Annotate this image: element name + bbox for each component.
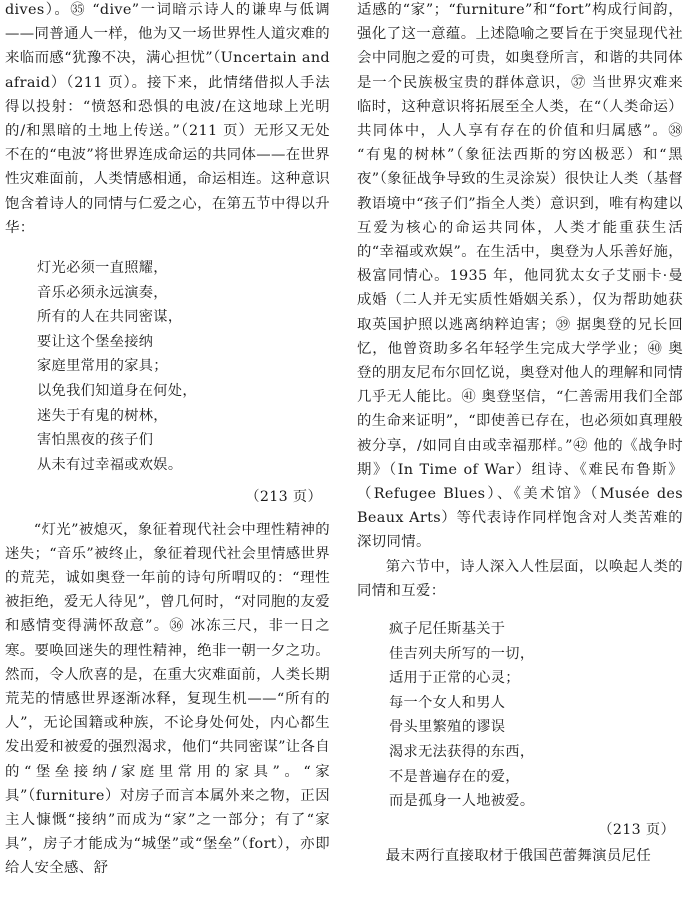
body-paragraph: 最末两行直接取材于俄国芭蕾舞演员尼任 — [385, 848, 652, 865]
left-column — [5, 0, 330, 881]
poem-line: 所有的人在共同密谋， — [37, 309, 183, 326]
poem-stanza-five — [5, 256, 330, 477]
body-paragraph: 第六节中，诗人深入人性层面，以唤起人类的同情和互爱： — [357, 558, 683, 599]
poem-line: 从未有过幸福或欢娱。 — [37, 456, 183, 473]
poem-line: 每一个女人和男人 — [389, 694, 506, 711]
poem-line: 适用于正常的心灵； — [389, 670, 520, 687]
body-paragraph: “灯光”被熄灭，象征着现代社会中理性精神的迷失；“音乐”被终止，象征着现代社会里情感世界的荒芜，诚如奥登一年前的诗句所喟叹的：“理性被拒绝，爱无人待见”，曾几何时，“对同胞的友爱和感情变得满怀敌意”。㊱ 冰冻三尺，非一日之寒。要唤回迷失的理性精神，绝非一朝一夕之功。然而，令人欣喜的是，在重大灾难面前，人类长期荒芜的情感世界逐渐冰释，复现生机——“所有的人”，无论国籍或种族，不论身处何处，内心都生发出爱和被爱的强烈渴求，他们“共同密谋”让各自的“堡垒接纳/家庭里常用的家具”。“家具”（furniture）对房子而言本属外来之物，正因主人慷慨“接纳”而成为“家”之一部分；有了“家具”，房子才能成为“城堡”或“堡垒”（fort），亦即给人安全感、舒 — [5, 521, 330, 877]
poem-line: 疯子尼任斯基关于 — [389, 621, 506, 638]
poem-line: 渴求无法获得的东西， — [389, 744, 535, 761]
poem-line: 佳吉列夫所写的一切， — [389, 645, 535, 662]
poem-line: 迷失于有鬼的树林， — [37, 407, 168, 424]
poem-line: 而是孤身一人地被爱。 — [389, 793, 535, 810]
poem-citation: （213 页） — [245, 489, 322, 506]
body-paragraph: dives）。㉟ “dive”一词暗示诗人的谦卑与低调——同普通人一样，他为又一场世界性人道灾难的来临而感“犹豫不决，满心担忧”（Uncertain and afraid）（211 页）。接下来，此情绪借拟人手法得以投射：“愤怒和恐惧的电波/在这地球上光明的/和黑暗的土地上传送。”（211 页）无形又无处不在的“电波”将世界连成命运的共同体——在世界性灾难面前，人类情感相通，命运相连。这种意识饱含着诗人的同情与仁爱之心，在第五节中得以升华： — [5, 2, 330, 236]
poem-line: 音乐必须永远演奏， — [37, 284, 168, 301]
body-paragraph: 适感的“家”；“furniture”和“fort”构成行间韵，强化了这一意蕴。上述隐喻之要旨在于突显现代社会中同胞之爱的可贵，如奥登所言，和谐的共同体是一个民族极宝贵的群体意识，㊲ 当世界灾难来临时，这种意识将拓展至全人类，在“（人类命运）共同体中，人人享有存在的价值和归属感”。㊳ “有鬼的树林”（象征法西斯的穷凶极恶）和“黑夜”（象征战争导致的生灵涂炭）很快让人类（基督教语境中“孩子们”指全人类）意识到，唯有构建以互爱为核心的命运共同体，人类才能重获生活的“幸福或欢娱”。在生活中，奥登为人乐善好施，极富同情心。1935 年，他同犹太女子艾丽卡·曼成婚（二人并无实质性婚姻关系），仅为帮助她获取英国护照以逃离纳粹迫害；㊴ 据奥登的兄长回忆，他曾资助多名年轻学生完成大学学业；㊵ 奥登的朋友尼布尔回忆说，奥登对他人的理解和同情几乎无人能比。㊶ 奥登坚信，“仁善需用我们全部的生命来证明”，“即使善已存在，也必须如真理般被分享，/如同自由或幸福那样。”㊷ 他的《战争时期》（In Time of War）组诗、《难民布鲁斯》（Refugee Blues）、《美术馆》（Musée des Beaux Arts）等代表诗作同样饱含对人类苦难的深切同情。 — [357, 2, 683, 551]
poem-citation: （213 页） — [598, 821, 675, 838]
poem-line: 灯光必须一直照耀， — [37, 260, 168, 277]
poem-line: 要让这个堡垒接纳 — [37, 333, 154, 350]
right-column — [357, 0, 683, 868]
poem-line: 骨头里繁殖的谬误 — [389, 719, 506, 736]
poem-line: 不是普遍存在的爱， — [389, 768, 520, 785]
poem-stanza-six — [357, 617, 683, 814]
poem-line: 害怕黑夜的孩子们 — [37, 432, 154, 449]
poem-line: 以免我们知道身在何处， — [37, 383, 197, 399]
poem-line: 家庭里常用的家具； — [37, 358, 168, 375]
